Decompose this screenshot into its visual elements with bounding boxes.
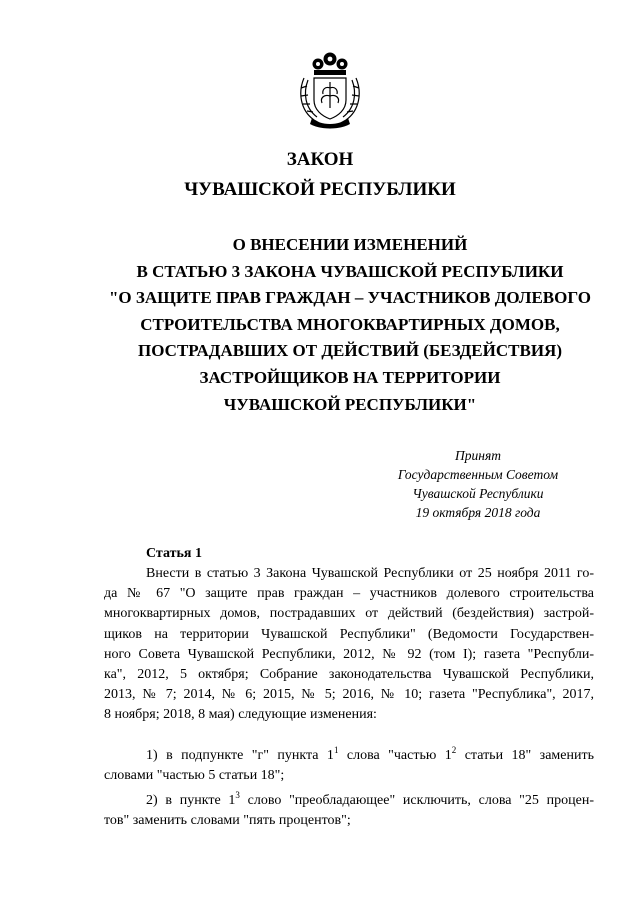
subtitle-line: ПОСТРАДАВШИХ ОТ ДЕЙСТВИЙ (БЕЗДЕЙСТВИЯ) [138, 341, 562, 361]
item-text: слова "частью 1 [338, 748, 452, 763]
subtitle-line: ЗАСТРОЙЩИКОВ НА ТЕРРИТОРИИ [199, 367, 501, 387]
paragraph-line: Внести в статью 3 Закона Чувашской Республики от 25 ноября 2011 го- [146, 566, 594, 581]
superscript: 3 [235, 790, 240, 800]
adoption-line: Чувашской Республики [412, 486, 544, 501]
article-item-1 [104, 746, 594, 786]
paragraph-line [104, 746, 594, 766]
superscript: 2 [451, 745, 457, 755]
item-text: 1) в подпункте "г" пункта 1 [146, 748, 334, 763]
superscript: 1 [333, 745, 339, 755]
paragraph-line: словами "частью 5 статьи 18"; [104, 768, 285, 784]
paragraph-line: да № 67 "О защите прав граждан – участников долевого строительства [104, 586, 594, 602]
subtitle-line: "О ЗАЩИТЕ ПРАВ ГРАЖДАН – УЧАСТНИКОВ ДОЛЕВОГО [108, 288, 591, 308]
item-text: 2) в пункте 1 [146, 793, 236, 808]
article-item-2 [104, 791, 594, 831]
law-title-line-1: ЗАКОН [286, 149, 354, 170]
item-text: статьи 18" заменить [456, 748, 594, 763]
chuvash-emblem-icon [292, 48, 368, 130]
adoption-note [368, 446, 588, 522]
subtitle-line: СТРОИТЕЛЬСТВА МНОГОКВАРТИРНЫХ ДОМОВ, [140, 314, 560, 334]
law-subtitle [80, 232, 620, 418]
paragraph-line: щиков на территории Чувашской Республики" (Ведомости Государствен- [104, 626, 594, 642]
paragraph-line: 2013, № 7; 2014, № 6; 2015, № 5; 2016, № 10; газета "Республика", 2017, [104, 687, 594, 703]
paragraph-line: многоквартирных домов, пострадавших от действий (бездействия) застрой- [104, 606, 594, 622]
paragraph-line: ка", 2012, 5 октября; Собрание законодательства Чувашской Республики, [104, 667, 594, 683]
paragraph-line [104, 791, 594, 811]
article-intro-paragraph [104, 564, 594, 726]
article-heading: Статья 1 [146, 546, 202, 561]
adoption-date: 19 октября 2018 года [415, 505, 541, 520]
paragraph-line: ного Совета Чувашской Республики, 2012, № 92 (том I); газета "Республи- [104, 646, 594, 662]
subtitle-line: ЧУВАШСКОЙ РЕСПУБЛИКИ" [223, 394, 477, 414]
law-title-line-2: ЧУВАШСКОЙ РЕСПУБЛИКИ [184, 179, 456, 200]
adoption-line: Принят [455, 448, 501, 463]
subtitle-line: В СТАТЬЮ 3 ЗАКОНА ЧУВАШСКОЙ РЕСПУБЛИКИ [136, 261, 564, 281]
adoption-line: Государственным Советом [397, 467, 559, 482]
subtitle-line: О ВНЕСЕНИИ ИЗМЕНЕНИЙ [232, 235, 468, 254]
item-text: слово "преобладающее" исключить, слова "25 процен- [239, 793, 594, 808]
paragraph-line: 8 ноября; 2018, 8 мая) следующие изменения: [104, 707, 377, 723]
paragraph-line: тов" заменить словами "пять процентов"; [104, 813, 351, 829]
